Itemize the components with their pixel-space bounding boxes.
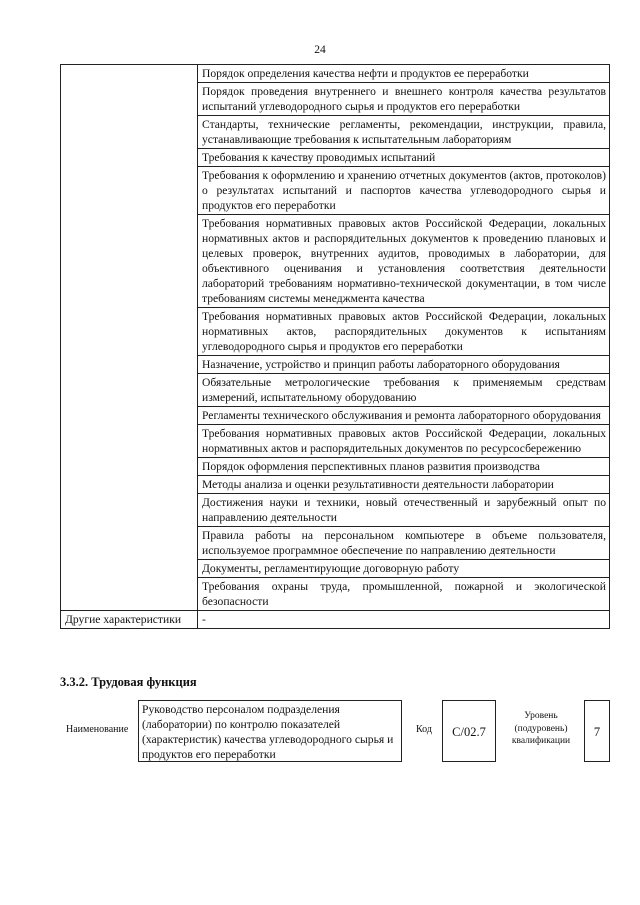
knowledge-item: Регламенты технического обслуживания и ремонта лабораторного оборудования	[198, 407, 610, 425]
function-code-value: C/02.7	[442, 700, 496, 762]
other-characteristics-value: -	[198, 611, 610, 629]
knowledge-item: Достижения науки и техники, новый отечественный и зарубежный опыт по направлению деятельности	[198, 494, 610, 527]
knowledge-item: Порядок оформления перспективных планов развития производства	[198, 458, 610, 476]
table-row	[61, 65, 610, 83]
knowledge-item: Стандарты, технические регламенты, рекомендации, инструкции, правила, устанавливающие требования к испытательным лабораториям	[198, 116, 610, 149]
knowledge-item: Порядок определения качества нефти и продуктов ее переработки	[198, 65, 610, 83]
knowledge-item: Назначение, устройство и принцип работы лабораторного оборудования	[198, 356, 610, 374]
row-label-cell	[61, 65, 198, 611]
labor-function-row	[60, 700, 610, 770]
knowledge-item: Требования охраны труда, промышленной, пожарной и экологической безопасности	[198, 578, 610, 611]
knowledge-item: Требования к качеству проводимых испытаний	[198, 149, 610, 167]
knowledge-item: Методы анализа и оценки результативности деятельности лаборатории	[198, 476, 610, 494]
knowledge-item: Требования нормативных правовых актов Российской Федерации, локальных нормативных актов, распорядительных документов к испытаниям углеводородного сырья и продуктов его переработки	[198, 308, 610, 356]
knowledge-item: Обязательные метрологические требования к применяемым средствам измерений, испытательному оборудованию	[198, 374, 610, 407]
knowledge-item: Требования нормативных правовых актов Российской Федерации, локальных нормативных актов и распорядительных документов по ресурсосбережению	[198, 425, 610, 458]
knowledge-item: Порядок проведения внутреннего и внешнего контроля качества результатов испытаний углеводородного сырья и продуктов его переработки	[198, 83, 610, 116]
code-label: Код	[416, 724, 432, 735]
knowledge-item: Документы, регламентирующие договорную работу	[198, 560, 610, 578]
qualification-level-value: 7	[584, 700, 610, 762]
knowledge-table-body	[61, 65, 610, 629]
function-name-value: Руководство персоналом подразделения (лаборатории) по контролю показателей (характеристик) качества углеводородного сырья и продуктов его переработки	[138, 700, 402, 762]
page-number: 24	[314, 44, 326, 56]
section-heading: 3.3.2. Трудовая функция	[60, 675, 197, 689]
other-characteristics-label: Другие характеристики	[61, 611, 198, 629]
knowledge-item: Правила работы на персональном компьютере в объеме пользователя, используемое программное обеспечение по направлению деятельности	[198, 527, 610, 560]
table-row-other	[61, 611, 610, 629]
knowledge-item: Требования к оформлению и хранению отчетных документов (актов, протоколов) о результатах испытаний и паспортов качества углеводородного сырья и продуктов его переработки	[198, 167, 610, 215]
qualification-level-label: Уровень (подуровень) квалификации	[511, 711, 571, 746]
knowledge-item: Требования нормативных правовых актов Российской Федерации, локальных нормативных актов и распорядительных документов к проведению плановых и целевых проверок, внутренних аудитов, проводимых в лаборатории, для объективного оценивания и установления соответствия деятельности лабораторий требованиям нормативно-технической документации, в том числе требованиям системы менеджмента качества	[198, 215, 610, 308]
knowledge-table	[60, 64, 610, 629]
name-label: Наименование	[66, 724, 129, 735]
